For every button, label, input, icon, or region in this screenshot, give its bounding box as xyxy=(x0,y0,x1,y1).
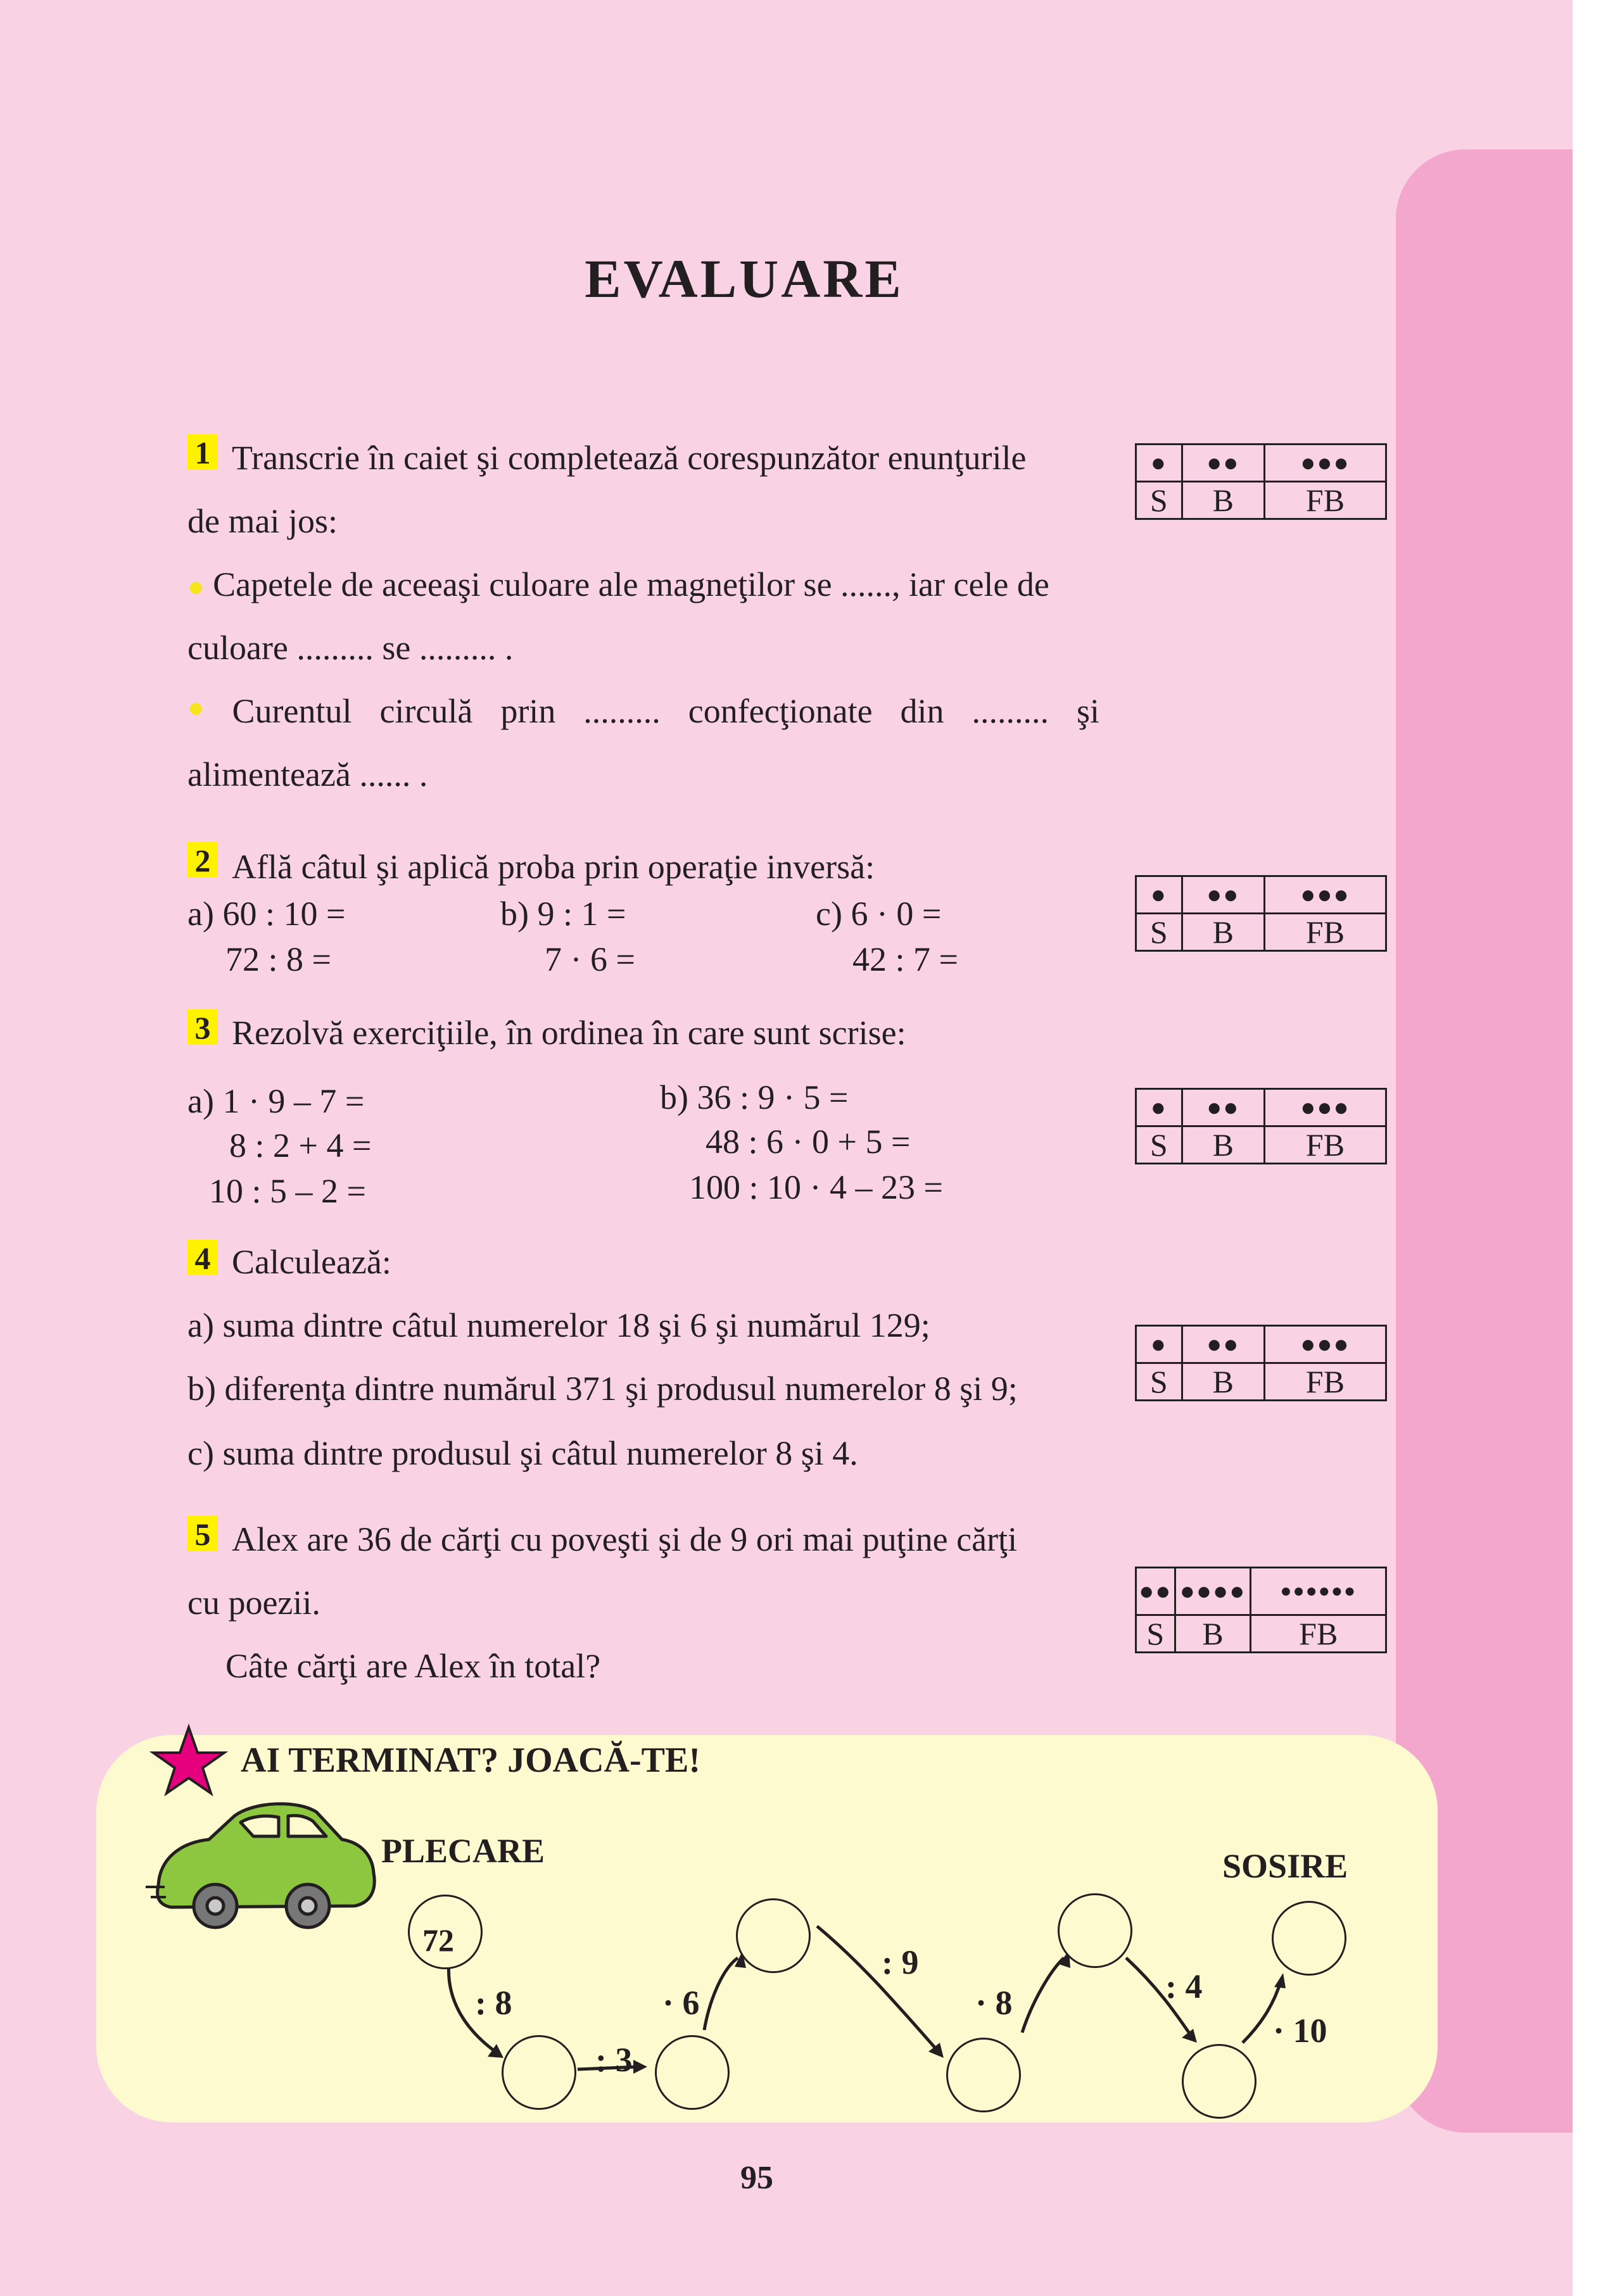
circle-start xyxy=(408,1895,483,1969)
exercise-1-bullet-2-cont: alimentează ...... . xyxy=(187,755,428,793)
page-title: EVALUARE xyxy=(585,248,904,309)
exercise-2-number: 2 xyxy=(187,842,218,878)
exercise-1-number: 1 xyxy=(187,434,218,470)
operation-1: : 8 xyxy=(475,1984,512,2022)
dots-s: ● xyxy=(1136,1089,1182,1126)
exercise-3-b3: 100 : 10 · 4 – 23 = xyxy=(689,1168,943,1206)
label-s: S xyxy=(1136,1363,1182,1401)
dots-s: ● xyxy=(1136,445,1182,482)
dots-s: ●● xyxy=(1136,1568,1175,1615)
exercise-5-text: cu poezii. xyxy=(187,1584,320,1622)
exercise-2-c2: 42 : 7 = xyxy=(852,940,958,978)
arrowhead-2 xyxy=(633,2060,647,2074)
path-arrows xyxy=(448,1926,1281,2069)
exercise-3-text: Rezolvă exerciţiile, în ordinea în care sunt scrise: xyxy=(232,1014,906,1052)
exercise-4-text: Calculează: xyxy=(232,1243,391,1281)
exercise-3-a2: 8 : 2 + 4 = xyxy=(229,1126,372,1164)
operation-5: · 8 xyxy=(975,1984,1013,2022)
label-fb: FB xyxy=(1264,1126,1386,1164)
game-title: AI TERMINAT? JOACĂ-TE! xyxy=(241,1741,700,1780)
dots-b: ●● xyxy=(1182,445,1264,482)
exercise-5-question: Câte cărţi are Alex în total? xyxy=(225,1647,601,1685)
answer-circle-5[interactable] xyxy=(1058,1893,1132,1968)
exercise-3-a1: a) 1 · 9 – 7 = xyxy=(187,1082,365,1120)
car-icon xyxy=(146,1804,374,1927)
exercise-2-text: Află câtul şi aplică proba prin operaţie inversă: xyxy=(232,848,875,886)
exercise-4-c: c) suma dintre produsul şi câtul numerelor 8 şi 4. xyxy=(187,1434,858,1472)
exercise-3-number: 3 xyxy=(187,1009,218,1045)
label-s: S xyxy=(1136,1126,1182,1164)
operation-7: · 10 xyxy=(1273,2012,1327,2050)
start-value: 72 xyxy=(422,1922,454,1958)
exercise-4-number: 4 xyxy=(187,1240,218,1275)
dots-fb: ●●● xyxy=(1264,445,1386,482)
exercise-4-b: b) diferenţa dintre numărul 371 şi produsul numerelor 8 şi 9; xyxy=(187,1370,1018,1408)
answer-circle-3[interactable] xyxy=(736,1898,811,1973)
label-b: B xyxy=(1182,482,1264,519)
exercise-4-a: a) suma dintre câtul numerelor 18 şi 6 şi numărul 129; xyxy=(187,1306,930,1344)
label-b: B xyxy=(1182,1126,1264,1164)
label-fb: FB xyxy=(1264,1363,1386,1401)
bullet-icon: ● xyxy=(187,692,205,723)
label-s: S xyxy=(1136,482,1182,519)
label-s: S xyxy=(1136,1615,1175,1653)
exercise-1-bullet-2: ● Curentul circulă prin ......... confecţionate din ......... şi xyxy=(187,692,1099,730)
label-b: B xyxy=(1182,1363,1264,1401)
dots-fb: ●●● xyxy=(1264,1089,1386,1126)
answer-circle-4[interactable] xyxy=(946,2038,1021,2112)
exercise-2-b2: 7 · 6 = xyxy=(545,940,635,978)
dots-fb: ●●● xyxy=(1264,1326,1386,1363)
dots-b: ●● xyxy=(1182,1089,1264,1126)
exercise-2-b1: b) 9 : 1 = xyxy=(500,895,626,933)
dots-b: ●● xyxy=(1182,876,1264,914)
bullet-icon: ● xyxy=(187,571,205,602)
start-label: PLECARE xyxy=(381,1832,545,1870)
answer-circle-6[interactable] xyxy=(1182,2044,1257,2119)
finish-label: SOSIRE xyxy=(1222,1847,1348,1885)
star-icon xyxy=(153,1727,224,1793)
answer-circle-1[interactable] xyxy=(502,2035,576,2110)
exercise-1-bullet-1-cont: culoare ......... se ......... . xyxy=(187,629,514,667)
arrow-5 xyxy=(1022,1958,1064,2033)
operation-6: : 4 xyxy=(1165,1967,1203,2005)
arrow-4 xyxy=(817,1926,937,2050)
dots-b: ●●●● xyxy=(1175,1568,1251,1615)
exercise-3-a3: 10 : 5 – 2 = xyxy=(209,1172,366,1210)
operation-4: : 9 xyxy=(882,1943,919,1981)
exercise-1-text: Transcrie în caiet şi completează corespunzător enunţurile xyxy=(232,439,1027,477)
operation-3: · 6 xyxy=(662,1984,700,2022)
dots-s: ● xyxy=(1136,1326,1182,1363)
dots-b: ●● xyxy=(1182,1326,1264,1363)
page-number: 95 xyxy=(740,2160,773,2196)
label-fb: FB xyxy=(1264,482,1386,519)
exercise-2-c1: c) 6 · 0 = xyxy=(816,895,942,933)
label-fb: FB xyxy=(1264,914,1386,951)
arrow-3 xyxy=(704,1958,738,2030)
exercise-1-bullet-1: ● Capetele de aceeaşi culoare ale magneţilor se ......, iar cele de xyxy=(187,565,1049,603)
exercise-5-text: Alex are 36 de cărţi cu poveşti şi de 9 ori mai puţine cărţi xyxy=(232,1520,1018,1558)
label-b: B xyxy=(1175,1615,1251,1653)
dots-fb: ●●●●●● xyxy=(1251,1568,1386,1615)
exercise-2-a1: a) 60 : 10 = xyxy=(187,895,346,933)
dots-s: ● xyxy=(1136,876,1182,914)
operation-2: : 3 xyxy=(595,2041,633,2079)
answer-circle-finish[interactable] xyxy=(1272,1901,1346,1976)
exercise-5-number: 5 xyxy=(187,1516,218,1551)
label-s: S xyxy=(1136,914,1182,951)
label-b: B xyxy=(1182,914,1264,951)
arrowhead-7 xyxy=(1274,1973,1286,1988)
exercise-2-a2: 72 : 8 = xyxy=(225,940,331,978)
exercise-3-b2: 48 : 6 · 0 + 5 = xyxy=(706,1123,911,1161)
label-fb: FB xyxy=(1251,1615,1386,1653)
answer-circle-2[interactable] xyxy=(655,2035,730,2110)
exercise-1-text: de mai jos: xyxy=(187,502,338,540)
exercise-3-b1: b) 36 : 9 · 5 = xyxy=(660,1078,849,1116)
dots-fb: ●●● xyxy=(1264,876,1386,914)
